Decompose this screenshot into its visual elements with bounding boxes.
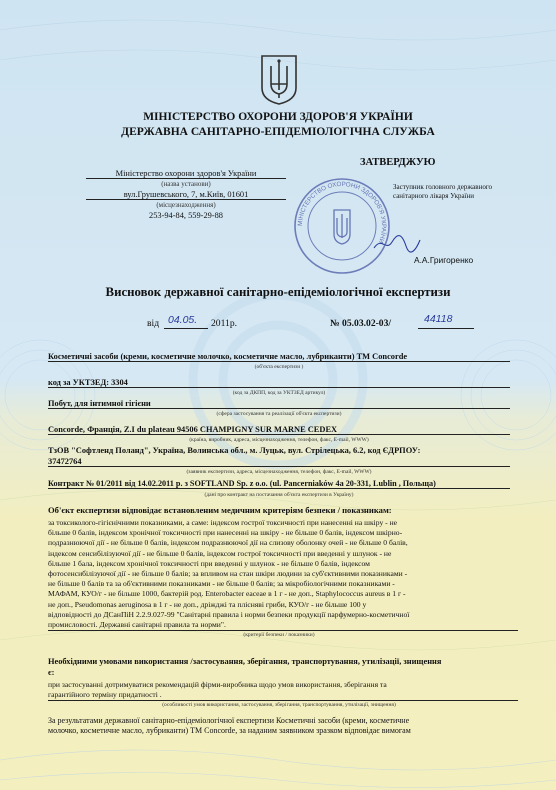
application-scope-caption: (сфера застосування та реалізації об'єкта експертизи) bbox=[216, 411, 342, 417]
expertise-object-caption: (об'єкта експертизи ) bbox=[254, 364, 304, 370]
criteria-caption: (критерії безпеки / показники) bbox=[243, 632, 315, 638]
criteria-line: більше 0 балів, індексом хронічної токсичності при нанесенні на шкіру - не більше 0 балів, індексом шкірно- bbox=[48, 528, 403, 538]
conditions-caption: (особливості умов використання, застосування, зберігання, транспортування, утилізації, знищення) bbox=[162, 702, 396, 708]
approval-title: ЗАТВЕРДЖУЮ bbox=[360, 157, 436, 168]
conditions-line: при застосуванні дотримуватися рекомендацій фірми-виробника щодо умов використання, зберігання та bbox=[48, 680, 387, 689]
application-scope: Побут, для інтимної гігієни bbox=[48, 399, 510, 409]
institution-phones: 253-94-84, 559-29-88 bbox=[149, 211, 223, 220]
applicant-line-2: 37472764 bbox=[48, 457, 510, 467]
criteria-line: більше 1 бала, індексом хронічної токсичності при введенні у шлунок - не більше 0 балів, індексом bbox=[48, 558, 370, 568]
criteria-line: подразнюючої дії - не більше 0 балів, індексом подразнюючої дії на слизову оболонку очей - не більше 0 балів, bbox=[48, 538, 408, 548]
criteria-line: відповідності до ДСанПіН 2.2.9.027-99 "Санітарні правила і норми безпеки продукції парфумерно-косметичної bbox=[48, 609, 410, 619]
service-title: ДЕРЖАВНА САНІТАРНО-ЕПІДЕМІОЛОГІЧНА СЛУЖБА bbox=[121, 126, 435, 138]
conditions-heading: Необхідними умовами використання /застосування, зберігання, транспортування, утилізації, знищення bbox=[48, 657, 442, 666]
manufacturer-caption: (країна, виробник, адреса, місцезнаходження, телефон, факс, E-mail, WWW) bbox=[189, 437, 369, 443]
institution-address: вул.Грушевського, 7, м.Київ, 01601 bbox=[86, 190, 286, 200]
institution-name-caption: (назва установи) bbox=[161, 180, 211, 188]
applicant-line-1: ТзОВ "Софтленд Поланд", Україна, Волинська обл., м. Луцьк, вул. Стрілецька, 6.2, код ЄДРПОУ: bbox=[48, 446, 421, 455]
results-line: За результатами державної санітарно-епідеміологічної експертизи Косметичні засоби (креми, косметичне bbox=[48, 716, 410, 725]
conditions-text bbox=[48, 680, 518, 701]
date-suffix: 2011р. bbox=[211, 318, 238, 329]
results-text bbox=[48, 716, 518, 736]
conditions-heading-tail: є: bbox=[48, 668, 55, 677]
criteria-heading: Об'єкт експертизи відповідає встановленим медичним критеріям безпеки / показникам: bbox=[48, 505, 392, 515]
expertise-object: Косметичні засоби (креми, косметичне молочко, косметичне масло, лубриканти) TM Concorde bbox=[48, 352, 510, 362]
approval-signer: А.А.Григоренко bbox=[414, 255, 474, 265]
coat-of-arms-icon bbox=[259, 54, 299, 106]
stamp-ring-text: МІНІСТЕРСТВО ОХОРОНИ ЗДОРОВ'Я УКРАЇНИ bbox=[296, 180, 388, 245]
date-prefix: від bbox=[147, 318, 160, 329]
contract-caption: (дані про контракт на постачання об'єкта експертизи в Україну) bbox=[204, 492, 354, 498]
date-handwritten: 04.05. bbox=[168, 314, 198, 326]
criteria-line: не доп., Pseudomonas aeruginosa в 1 г - не доп., дріжджі та плісняві гриби, КУО/г - не більше 100 у bbox=[48, 599, 367, 609]
institution-block bbox=[86, 169, 286, 220]
manufacturer: Concorde, Франція, Z.I du plateau 94506 CHAMPIGNY SUR MARNE CEDEX bbox=[48, 425, 510, 435]
conclusion-title: Висновок державної санітарно-епідеміологічної експертизи bbox=[105, 285, 451, 299]
ministry-title: МІНІСТЕРСТВО ОХОРОНИ ЗДОРОВ'Я УКРАЇНИ bbox=[143, 111, 413, 123]
criteria-line: індексом сенсибілізуючої дії - не більше 0 балів, індексом гострої токсичності при введенні у шлунок - не bbox=[48, 548, 392, 558]
criteria-line: фотосенсибілізуючої дії - не більше 0 балів; за впливом на стан шкіри людини за суб'єктивними показниками - bbox=[48, 569, 408, 579]
official-stamp-icon bbox=[292, 176, 392, 276]
results-line: молочко, косметичне масло, лубриканти) TM Concorde, за наданим заявником зразком відповідає вимогам bbox=[48, 726, 411, 736]
uktzed-code-caption: (код за ДКПП, код за УКТЗЕД артикул) bbox=[232, 390, 326, 396]
contract: Контракт № 01/2011 від 14.02.2011 р. з SOFTLAND Sp. z o.o. (ul. Pancerniaków 4a 20-331, Lublin , Польща) bbox=[48, 479, 510, 489]
uktzed-code: код за УКТЗЕД: 3304 bbox=[48, 378, 510, 388]
criteria-line: МАФАМ, КУО/г - не більше 1000, бактерій род. Enterobacter eaceae в 1 г - не доп., Staphylococcus aureus в 1 г - bbox=[48, 589, 406, 599]
institution-address-caption: (місцезнаходження) bbox=[156, 201, 216, 209]
number-prefix: № 05.03.02-03/ bbox=[330, 318, 392, 329]
criteria-text bbox=[48, 518, 518, 631]
institution-name: Міністерство охорони здоров'я України bbox=[86, 169, 286, 179]
criteria-line: не більше 0 балів та за об'єктивними показниками - не більше 0 балів; за мікробіологічними показниками - bbox=[48, 579, 395, 589]
criteria-line: за токсиколого-гігієнічними показниками, а саме: індексом гострої токсичності при нанесенні на шкіру - не bbox=[48, 518, 398, 527]
number-handwritten: 44118 bbox=[424, 313, 453, 325]
approval-text: Заступник головного державного санітарного лікаря України bbox=[393, 183, 493, 200]
applicant-caption: (заявник експертизи, адреса, місцезнаходження, телефон, факс, E-mail, WWW) bbox=[186, 469, 372, 475]
criteria-line: промисловості. Державні санітарні правила та норми". bbox=[48, 620, 518, 631]
conditions-line: гарантійного терміну придатності . bbox=[48, 690, 518, 701]
